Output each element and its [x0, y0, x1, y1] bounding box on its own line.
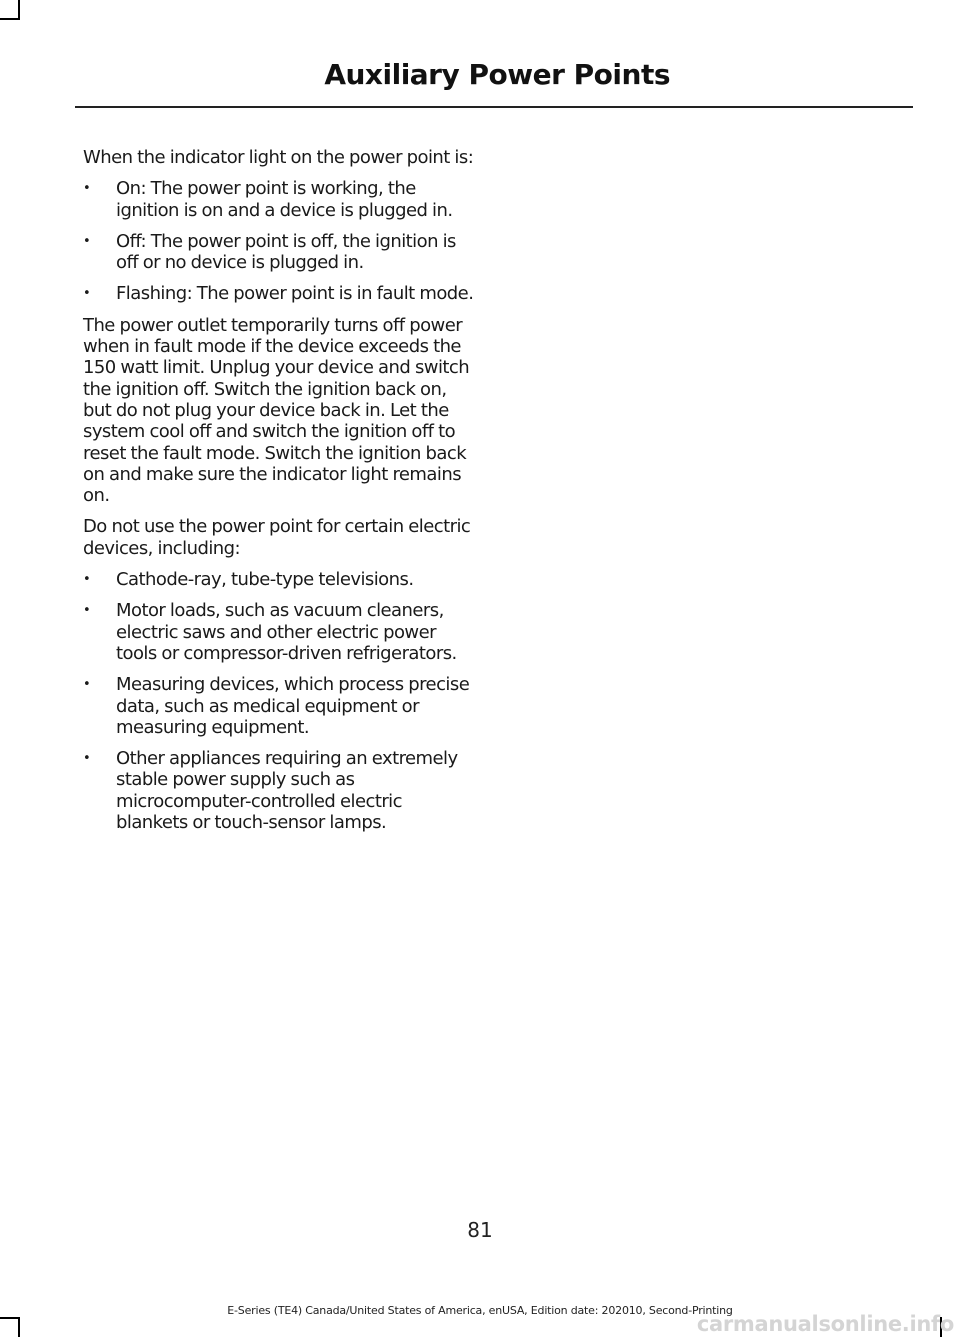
list-item: • Measuring devices, which process precise data, such as medical equipment or measuring equipment. — [83, 674, 478, 738]
site-watermark: carmanualsonline.info — [696, 1312, 954, 1336]
list-item: • Other appliances requiring an extremely stable power supply such as microcomputer-controlled electric blankets or touch-sensor lamps. — [83, 748, 478, 833]
fault-mode-paragraph: The power outlet temporarily turns off power when in fault mode if the device exceeds the 150 watt limit. Unplug your device and switch the ignition off. Switch the ignition back on, but do not plug your device back in. Let the system cool off and switch the ignition off to reset the fault mode. Switch the ignition back on and make sure the indicator light remains on. — [83, 314, 470, 507]
crop-mark-top-left-horizontal — [0, 18, 20, 20]
excluded-devices-list — [83, 569, 478, 833]
list-item: • On: The power point is working, the ignition is on and a device is plugged in. — [83, 178, 478, 221]
list-item: • Motor loads, such as vacuum cleaners, electric saws and other electric power tools or compressor-driven refrigerators. — [83, 600, 478, 664]
crop-mark-bottom-left-vertical — [18, 1317, 20, 1337]
list-item: • Flashing: The power point is in fault mode. — [83, 283, 478, 304]
page-number: 81 — [467, 1218, 493, 1242]
crop-mark-top-left-vertical — [18, 0, 20, 20]
edition-footer: E-Series (TE4) Canada/United States of America, enUSA, Edition date: 202010, Second-Printing — [227, 1304, 733, 1317]
main-content — [83, 147, 478, 843]
indicator-intro: When the indicator light on the power point is: — [83, 147, 474, 168]
indicator-states-list — [83, 178, 478, 304]
header-divider — [75, 106, 913, 108]
page-title: Auxiliary Power Points — [324, 58, 670, 91]
crop-mark-bottom-left-horizontal — [0, 1317, 20, 1319]
list-item: • Cathode-ray, tube-type televisions. — [83, 569, 478, 590]
list-item: • Off: The power point is off, the ignition is off or no device is plugged in. — [83, 231, 478, 274]
devices-intro: Do not use the power point for certain electric devices, including: — [83, 516, 471, 559]
